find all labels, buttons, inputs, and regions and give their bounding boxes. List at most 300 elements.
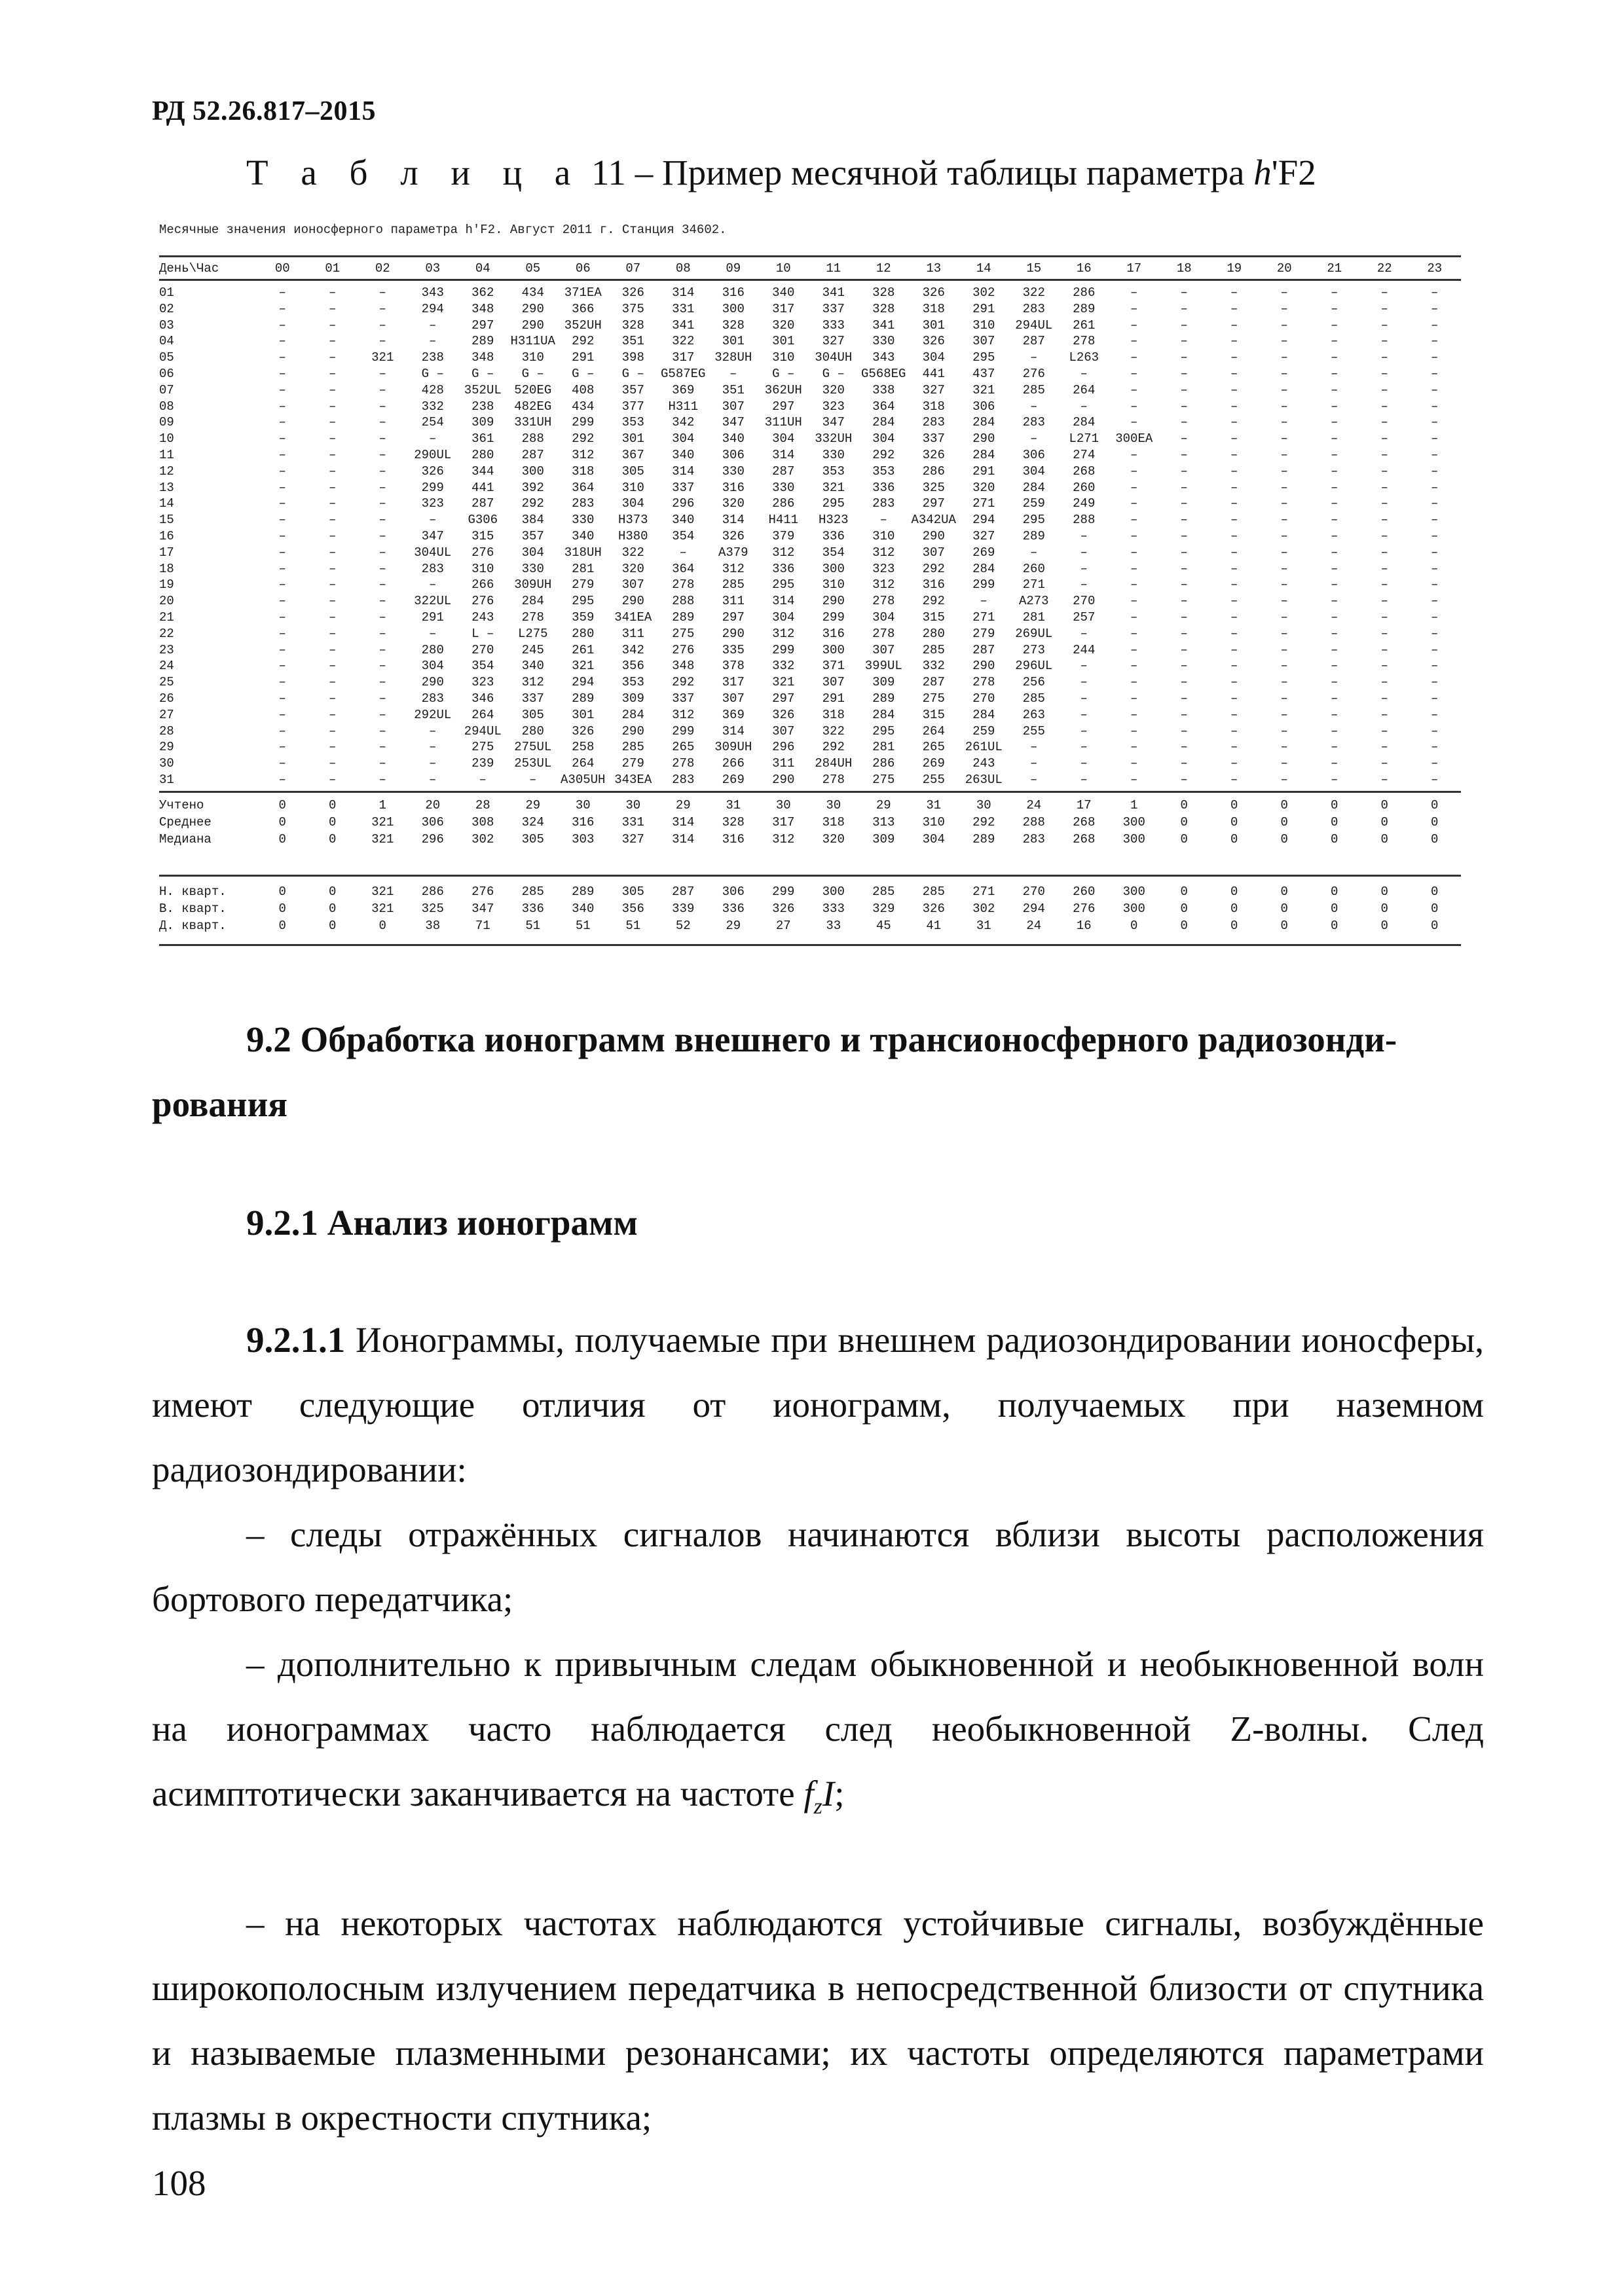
table-cell: – xyxy=(278,448,286,462)
table-cell: 330 xyxy=(872,334,895,349)
table-cell: 322 xyxy=(1022,285,1045,300)
table-cell: – xyxy=(1080,756,1088,771)
table-cell: 270 xyxy=(972,691,995,706)
table-cell: – xyxy=(1130,334,1138,349)
monthly-table xyxy=(159,223,1461,956)
table-cell: – xyxy=(1380,529,1388,543)
table-cell: 45 xyxy=(876,919,891,933)
table-cell: – xyxy=(1130,318,1138,333)
list-item-text: – на некоторых частотах наблюдаются устойчивые сигналы, возбуждённые широкополосным излучением передатчика в непосредственной близости от спутника и называемые плазменными резонансами; их частоты определяются параметрами плазмы в окрестности спутника; xyxy=(152,1903,1484,2138)
table-cell: 0 xyxy=(1280,815,1288,829)
table-cell: 30 xyxy=(625,798,641,812)
table-cell: 317 xyxy=(772,301,795,316)
table-cell: 0 xyxy=(1280,902,1288,916)
table-cell: 353 xyxy=(822,464,845,479)
table-cell: 312 xyxy=(521,675,544,690)
table-cell: – xyxy=(1130,642,1138,657)
table-cell: H411 xyxy=(768,513,799,528)
table-cell: H323 xyxy=(818,513,849,528)
table-cell: – xyxy=(1380,431,1388,446)
table-cell: – xyxy=(1280,480,1288,495)
table-cell: 259 xyxy=(1022,496,1045,511)
table-cell: – xyxy=(1230,707,1238,722)
table-cell: – xyxy=(329,529,337,543)
column-header-hour: 23 xyxy=(1427,261,1443,276)
table-cell: 326 xyxy=(572,723,595,738)
table-cell: 340 xyxy=(572,902,595,916)
table-cell: 315 xyxy=(922,610,945,625)
table-cell: – xyxy=(429,513,437,528)
table-cell: – xyxy=(1230,691,1238,706)
table-cell: – xyxy=(1080,675,1088,690)
row-label: 07 xyxy=(159,382,174,397)
table-cell: – xyxy=(329,318,337,333)
table-cell: – xyxy=(1280,773,1288,787)
table-cell: 290 xyxy=(822,594,845,609)
table-cell: H311UA xyxy=(510,334,555,349)
table-cell: – xyxy=(378,382,386,397)
table-cell: 310 xyxy=(922,815,945,829)
table-cell: 318 xyxy=(922,301,945,316)
table-cell: 408 xyxy=(572,382,595,397)
table-cell: 0 xyxy=(1331,798,1338,812)
table-cell: – xyxy=(429,334,437,349)
table-cell: 347 xyxy=(722,415,745,430)
table-cell: G – xyxy=(772,367,795,381)
table-cell: 285 xyxy=(722,577,745,592)
table-cell: – xyxy=(1080,707,1088,722)
table-cell: – xyxy=(1230,513,1238,528)
table-cell: – xyxy=(278,545,286,560)
table-cell: 300 xyxy=(822,642,845,657)
table-cell: – xyxy=(329,399,337,414)
table-cell: 52 xyxy=(675,919,691,933)
table-cell: – xyxy=(1230,626,1238,641)
table-cell: 337 xyxy=(521,691,544,706)
table-cell: 304 xyxy=(1022,464,1045,479)
table-cell: – xyxy=(278,707,286,722)
table-cell: 276 xyxy=(471,594,494,609)
table-cell: 377 xyxy=(621,399,644,414)
table-cell: 30 xyxy=(575,798,591,812)
row-label: 17 xyxy=(159,545,174,560)
table-cell: 307 xyxy=(822,675,845,690)
table-cell: 280 xyxy=(922,626,945,641)
table-cell: 336 xyxy=(822,529,845,543)
table-caption xyxy=(246,152,1316,193)
table-cell: 310 xyxy=(822,577,845,592)
table-cell: 337 xyxy=(922,431,945,446)
table-cell: 290UL xyxy=(414,448,452,462)
table-cell: 317 xyxy=(772,815,795,829)
table-cell: 278 xyxy=(972,675,995,690)
table-cell: 356 xyxy=(621,659,644,674)
table-cell: – xyxy=(1230,367,1238,381)
table-cell: 27 xyxy=(775,919,791,933)
table-cell: 332UH xyxy=(815,431,853,446)
table-cell: 0 xyxy=(1230,919,1238,933)
table-cell: – xyxy=(1331,529,1338,543)
row-label: 01 xyxy=(159,285,174,300)
table-cell: 299 xyxy=(772,642,795,657)
table-cell: 278 xyxy=(672,756,695,771)
table-cell: 300EA xyxy=(1115,431,1153,446)
table-cell: – xyxy=(278,496,286,511)
table-row xyxy=(159,627,1461,640)
table-cell: – xyxy=(1431,496,1439,511)
table-cell: – xyxy=(278,480,286,495)
table-cell: 292 xyxy=(572,431,595,446)
table-cell: – xyxy=(329,707,337,722)
list-item xyxy=(152,1631,1484,1839)
table-cell: 316 xyxy=(722,285,745,300)
table-cell: – xyxy=(329,610,337,625)
table-cell: 292 xyxy=(872,448,895,462)
table-cell: – xyxy=(1130,513,1138,528)
table-cell: 341 xyxy=(822,285,845,300)
table-cell: 0 xyxy=(1230,798,1238,812)
table-cell: – xyxy=(329,675,337,690)
table-row xyxy=(159,644,1461,657)
table-cell: L275 xyxy=(517,626,548,641)
table-cell: – xyxy=(1431,464,1439,479)
table-cell: – xyxy=(1230,431,1238,446)
table-cell: – xyxy=(278,334,286,349)
table-cell: 284 xyxy=(1022,480,1045,495)
table-cell: 316 xyxy=(722,832,745,847)
table-cell: – xyxy=(378,675,386,690)
table-cell: 364 xyxy=(572,480,595,495)
table-cell: – xyxy=(1230,756,1238,771)
table-cell: – xyxy=(278,415,286,430)
table-cell: – xyxy=(1380,301,1388,316)
table-cell: 286 xyxy=(772,496,795,511)
table-cell: 292 xyxy=(972,815,995,829)
row-label: 04 xyxy=(159,334,174,349)
table-cell: – xyxy=(1431,659,1439,674)
table-cell: – xyxy=(1130,675,1138,690)
table-cell: 300 xyxy=(822,561,845,576)
section-9-2-heading-line2: рования xyxy=(152,1084,288,1124)
table-cell: – xyxy=(329,382,337,397)
table-cell: 321 xyxy=(972,382,995,397)
table-cell: 310 xyxy=(772,350,795,365)
table-cell: 289 xyxy=(1073,301,1096,316)
table-cell: 0 xyxy=(1431,832,1439,847)
table-rule-bottom xyxy=(159,944,1461,946)
column-header-hour: 09 xyxy=(726,261,741,276)
table-cell: 326 xyxy=(421,464,444,479)
table-cell: 284 xyxy=(972,561,995,576)
table-cell: – xyxy=(1431,577,1439,592)
table-cell: – xyxy=(329,642,337,657)
table-cell: – xyxy=(1230,334,1238,349)
table-cell: – xyxy=(1180,610,1188,625)
table-cell: 348 xyxy=(672,659,695,674)
table-cell: 340 xyxy=(521,659,544,674)
table-cell: 243 xyxy=(471,610,494,625)
table-cell: 276 xyxy=(471,884,494,899)
table-cell: – xyxy=(1431,318,1439,333)
table-cell: – xyxy=(1280,382,1288,397)
table-cell: 315 xyxy=(922,707,945,722)
table-cell: – xyxy=(329,367,337,381)
table-cell: 259 xyxy=(972,723,995,738)
table-cell: 304 xyxy=(872,431,895,446)
table-cell: 337 xyxy=(822,301,845,316)
table-cell: 0 xyxy=(278,798,286,812)
table-cell: 307 xyxy=(772,723,795,738)
table-cell: – xyxy=(1230,464,1238,479)
table-cell: 304 xyxy=(922,832,945,847)
table-cell: – xyxy=(1331,773,1338,787)
table-cell: 338 xyxy=(872,382,895,397)
table-cell: 347 xyxy=(421,529,444,543)
table-cell: 309UH xyxy=(714,740,752,755)
table-cell: 292 xyxy=(672,675,695,690)
table-cell: – xyxy=(378,496,386,511)
table-cell: G – xyxy=(822,367,845,381)
table-cell: 280 xyxy=(421,642,444,657)
table-cell: – xyxy=(278,756,286,771)
row-label: 05 xyxy=(159,350,174,365)
table-cell: 263UL xyxy=(965,773,1003,787)
table-cell: 320 xyxy=(972,480,995,495)
table-cell: 434 xyxy=(521,285,544,300)
table-cell: 320 xyxy=(722,496,745,511)
table-cell: – xyxy=(1180,529,1188,543)
table-cell: – xyxy=(329,415,337,430)
row-label: Д. кварт. xyxy=(159,919,227,933)
table-cell: – xyxy=(1230,496,1238,511)
table-cell: 330 xyxy=(572,513,595,528)
table-cell: – xyxy=(1130,691,1138,706)
table-cell: – xyxy=(1431,513,1439,528)
table-cell: 24 xyxy=(1026,798,1042,812)
table-cell: – xyxy=(1331,626,1338,641)
table-cell: – xyxy=(1180,367,1188,381)
table-cell: – xyxy=(1030,350,1038,365)
table-cell: – xyxy=(278,399,286,414)
table-cell: 330 xyxy=(521,561,544,576)
table-cell: G – xyxy=(471,367,494,381)
row-label: 28 xyxy=(159,723,174,738)
table-cell: 296 xyxy=(421,832,444,847)
table-row xyxy=(159,367,1461,380)
table-cell: 309 xyxy=(872,675,895,690)
table-cell: 0 xyxy=(1380,815,1388,829)
table-cell: – xyxy=(1280,431,1288,446)
table-cell: – xyxy=(278,675,286,690)
table-cell: – xyxy=(1180,382,1188,397)
table-cell: 295 xyxy=(772,577,795,592)
table-cell: 294 xyxy=(572,675,595,690)
table-cell: – xyxy=(1030,740,1038,755)
table-cell: – xyxy=(1280,529,1288,543)
row-label: Н. кварт. xyxy=(159,884,227,899)
table-cell: L263 xyxy=(1069,350,1099,365)
table-cell: – xyxy=(378,431,386,446)
table-cell: – xyxy=(1380,448,1388,462)
table-cell: 33 xyxy=(826,919,841,933)
table-cell: – xyxy=(1280,675,1288,690)
table-cell: 264 xyxy=(572,756,595,771)
table-cell: – xyxy=(1380,285,1388,300)
table-cell: – xyxy=(1380,740,1388,755)
table-cell: – xyxy=(1331,577,1338,592)
table-cell: – xyxy=(378,740,386,755)
table-cell: 0 xyxy=(1230,902,1238,916)
table-cell: 304 xyxy=(521,545,544,560)
table-cell: – xyxy=(1180,707,1188,722)
table-cell: – xyxy=(1280,367,1288,381)
table-cell: 286 xyxy=(872,756,895,771)
table-cell: – xyxy=(429,577,437,592)
table-cell: 284UH xyxy=(815,756,853,771)
column-header-hour: 02 xyxy=(375,261,390,276)
table-cell: 309 xyxy=(621,691,644,706)
table-cell: 367 xyxy=(621,448,644,462)
table-cell: – xyxy=(278,301,286,316)
table-cell: 29 xyxy=(876,798,891,812)
table-cell: – xyxy=(1331,675,1338,690)
table-caption-label: Т а б л и ц а xyxy=(246,153,583,192)
table-cell: 28 xyxy=(475,798,490,812)
table-cell: 311 xyxy=(621,626,644,641)
table-cell: – xyxy=(1280,399,1288,414)
table-cell: G – xyxy=(421,367,444,381)
table-cell: – xyxy=(378,415,386,430)
table-row xyxy=(159,611,1461,624)
table-row xyxy=(159,773,1461,786)
table-cell: 254 xyxy=(421,415,444,430)
table-cell: 326 xyxy=(722,529,745,543)
table-cell: – xyxy=(1380,561,1388,576)
table-cell: – xyxy=(1180,594,1188,609)
table-cell: 294 xyxy=(1022,902,1045,916)
table-cell: 399UL xyxy=(864,659,902,674)
table-cell: A305UH xyxy=(561,773,606,787)
table-cell: 309UH xyxy=(514,577,552,592)
row-label: 13 xyxy=(159,480,174,495)
table-cell: – xyxy=(1230,773,1238,787)
table-cell: 304 xyxy=(621,496,644,511)
table-cell: – xyxy=(329,577,337,592)
table-cell: 283 xyxy=(672,773,695,787)
table-cell: 274 xyxy=(1073,448,1096,462)
table-cell: – xyxy=(1380,545,1388,560)
table-cell: 330 xyxy=(822,448,845,462)
table-cell: – xyxy=(1431,642,1439,657)
table-cell: 292 xyxy=(521,496,544,511)
table-cell: 300 xyxy=(1122,832,1145,847)
table-cell: 301 xyxy=(772,334,795,349)
table-cell: – xyxy=(1180,577,1188,592)
table-cell: – xyxy=(1431,415,1439,430)
table-cell: – xyxy=(278,367,286,381)
table-cell: 316 xyxy=(922,577,945,592)
table-cell: – xyxy=(1130,577,1138,592)
table-cell: – xyxy=(429,756,437,771)
table-cell: 304 xyxy=(872,610,895,625)
table-cell: – xyxy=(329,350,337,365)
table-cell: – xyxy=(329,431,337,446)
table-cell: 0 xyxy=(1331,902,1338,916)
table-cell: – xyxy=(1180,675,1188,690)
quartile-row xyxy=(159,919,1461,932)
table-cell: 300 xyxy=(822,884,845,899)
column-header-hour: 00 xyxy=(274,261,290,276)
table-cell: 0 xyxy=(278,832,286,847)
table-cell: – xyxy=(1431,334,1439,349)
table-cell: 336 xyxy=(772,561,795,576)
table-caption-param-italic: h xyxy=(1253,153,1272,192)
table-cell: – xyxy=(378,285,386,300)
table-cell: – xyxy=(1130,659,1138,674)
table-cell: – xyxy=(1230,285,1238,300)
table-row xyxy=(159,416,1461,429)
table-cell: 271 xyxy=(1022,577,1045,592)
table-cell: – xyxy=(1431,610,1439,625)
table-cell: – xyxy=(1130,464,1138,479)
column-header-hour: 08 xyxy=(675,261,691,276)
table-cell: – xyxy=(378,594,386,609)
table-cell: 288 xyxy=(672,594,695,609)
table-cell: 0 xyxy=(1230,832,1238,847)
table-cell: – xyxy=(1230,301,1238,316)
table-cell: – xyxy=(378,577,386,592)
table-cell: 325 xyxy=(421,902,444,916)
table-cell: 320 xyxy=(822,382,845,397)
table-cell: – xyxy=(1130,496,1138,511)
table-cell: – xyxy=(1280,285,1288,300)
table-cell: 31 xyxy=(726,798,741,812)
table-cell: – xyxy=(1380,382,1388,397)
table-header-row xyxy=(159,262,1461,279)
table-cell: 332 xyxy=(922,659,945,674)
table-cell: – xyxy=(1080,367,1088,381)
table-cell: 347 xyxy=(471,902,494,916)
table-caption-text: – Пример месячной таблицы параметра xyxy=(635,153,1254,192)
table-cell: – xyxy=(378,723,386,738)
table-cell: 326 xyxy=(621,285,644,300)
list-item-symbol-sub: z xyxy=(813,1795,822,1819)
table-cell: 314 xyxy=(722,513,745,528)
table-cell: 29 xyxy=(726,919,741,933)
table-cell: 295 xyxy=(572,594,595,609)
table-cell: 328 xyxy=(872,301,895,316)
table-cell: – xyxy=(1380,415,1388,430)
table-cell: – xyxy=(1280,334,1288,349)
table-cell: – xyxy=(1230,545,1238,560)
table-cell: – xyxy=(1331,545,1338,560)
table-cell: G568EG xyxy=(861,367,906,381)
table-cell: – xyxy=(1431,756,1439,771)
table-cell: 303 xyxy=(572,832,595,847)
table-cell: 375 xyxy=(621,301,644,316)
paragraph-text: Ионограммы, получаемые при внешнем радиозондировании ионосферы, имеют следующие отличия от ионограмм, получаемых при наземном радиозондировании: xyxy=(152,1320,1484,1489)
table-cell: 284 xyxy=(621,707,644,722)
table-cell: – xyxy=(1230,659,1238,674)
table-cell: – xyxy=(378,773,386,787)
table-row xyxy=(159,546,1461,559)
table-cell: 0 xyxy=(1280,884,1288,899)
table-cell: 1 xyxy=(378,798,386,812)
table-cell: 245 xyxy=(521,642,544,657)
table-cell: 351 xyxy=(722,382,745,397)
table-cell: – xyxy=(329,301,337,316)
table-cell: 294 xyxy=(972,513,995,528)
